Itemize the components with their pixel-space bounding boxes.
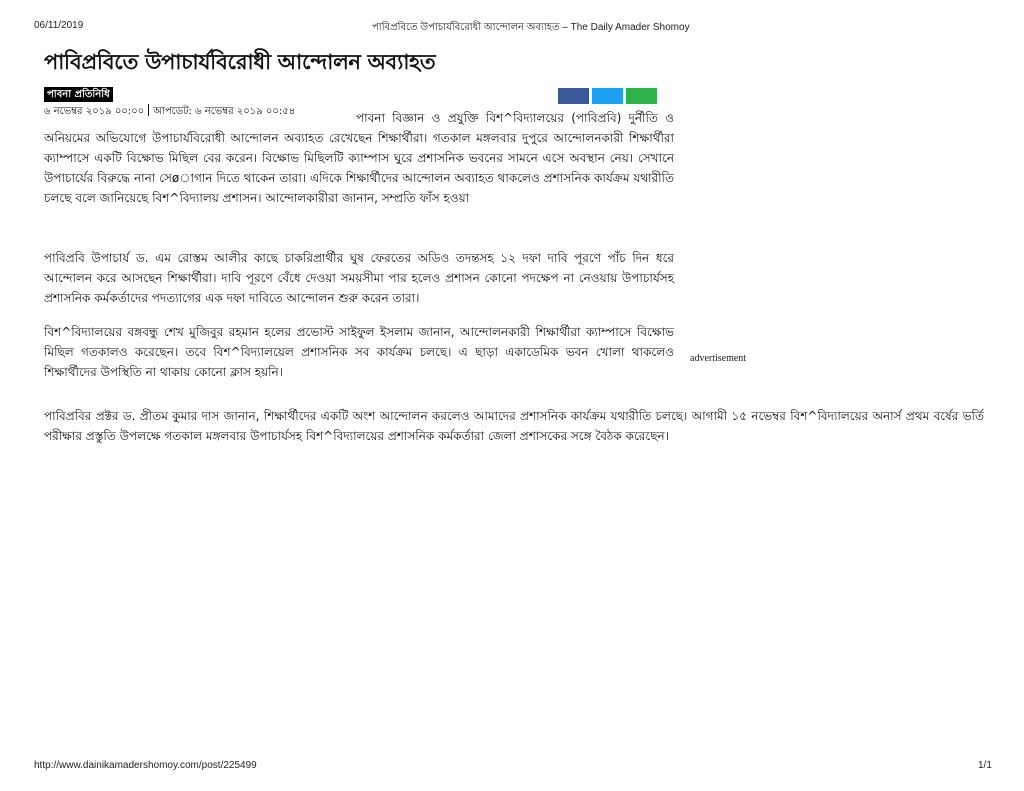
article-paragraph: পাবিপ্রবির প্রক্টর ড. প্রীতম কুমার দাস জানান, শিক্ষার্থীদের একটি অংশ আন্দোলন করলেও আমাদের প্রশাসনিক কার্যক্রম যথারীতি চলছে। আগামী ১৫ নভেম্বর বিশ^বিদ্যালয়ের অনার্স প্রথম বর্ষের ভর্তি পরীক্ষার প্রস্তুতি উপলক্ষে গতকাল মঙ্গলবার উপাচার্যসহ বিশ^বিদ্যালয়ের প্রশাসনিক কর্মকর্তারা জেলা প্রশাসকের সঙ্গে বৈঠক করেছেন। bbox=[44, 409, 984, 443]
print-date: 06/11/2019 bbox=[34, 20, 84, 31]
article-headline: পাবিপ্রবিতে উপাচার্যবিরোধী আন্দোলন অব্যাহত bbox=[44, 50, 436, 74]
twitter-share-icon[interactable] bbox=[592, 88, 623, 104]
print-page-title: পাবিপ্রবিতে উপাচার্যবিরোধী আন্দোলন অব্যাহত – The Daily Amader Shomoy bbox=[372, 22, 690, 33]
page-number: 1/1 bbox=[978, 760, 992, 771]
article-paragraph: বিশ^বিদ্যালয়ের বঙ্গবন্ধু শেখ মুজিবুর রহমান হলের প্রভোস্ট সাইফুল ইসলাম জানান, আন্দোলনকারী শিক্ষার্থীরা ক্যাম্পাসে বিক্ষোভ মিছিল গতকালও করেছেন। তবে বিশ^বিদ্যালয়েল প্রশাসনিক সব কার্যক্রম চলছে। এ ছাড়া একাডেমিক ভবন খোলা থাকলেও শিক্ষার্থীদের উপস্থিতি না থাকায় কোনো ক্লাস হয়নি। bbox=[44, 325, 674, 379]
facebook-share-icon[interactable] bbox=[558, 88, 589, 104]
advertisement-label: advertisement bbox=[690, 353, 747, 364]
print-url: http://www.dainikamadershomoy.com/post/225499 bbox=[34, 760, 257, 771]
published-date: ৬ নভেম্বর ২০১৯ ০০:০০ bbox=[44, 106, 145, 117]
updated-date: আপডেট: ৬ নভেম্বর ২০১৯ ০০:৫৪ bbox=[153, 106, 296, 117]
article-paragraph: পাবনা বিজ্ঞান ও প্রযুক্তি বিশ^বিদ্যালয়ের (পাবিপ্রবি) দুর্নীতি ও অনিয়মের অভিযোগে উপাচার্যবিরোধী আন্দোলন অব্যাহত রেখেছেন শিক্ষার্থীরা। গতকাল মঙ্গলবার দুপুরে আন্দোলনকারী শিক্ষার্থীরা ক্যাম্পাসে একটি বিক্ষোভ মিছিল বের করেন। বিক্ষোভ মিছিলটি ক্যাম্পাস ঘুরে প্রশাসনিক ভবনের সামনে এসে অবস্থান নেয়। সেখানে উপাচার্যের বিরুদ্ধে নানা সেøাগান দিতে থাকেন তারা। এদিকে শিক্ষার্থীদের আন্দোলন অব্যাহত থাকলেও প্রশাসনিক কার্যক্রম যথারীতি চলছে বলে জানিয়েছে বিশ^বিদ্যালয় প্রশাসন। আন্দোলকারীরা জানান, সম্প্রতি ফাঁস হওয়া bbox=[44, 111, 674, 205]
byline-badge: পাবনা প্রতিনিধি bbox=[44, 87, 113, 102]
article-paragraph: পাবিপ্রবি উপাচার্য ড. এম রোস্তম আলীর কাছে চাকরিপ্রার্থীর ঘুষ ফেরতের অডিও তদন্তসহ ১২ দফা দাবি পূরণে পাঁচ দিন ধরে আন্দোলন করে আসছেন শিক্ষার্থীরা। দাবি পূরণে বেঁধে দেওয়া সময়সীমা পার হলেও প্রশাসন কোনো পদক্ষেপ না নেওয়ায় উপাচার্যসহ প্রশাসনিক কর্মকর্তাদের পদত্যাগের এক দফা দাবিতে আন্দোলন শুরু করেন তারা। bbox=[44, 251, 674, 305]
whatsapp-share-icon[interactable] bbox=[626, 88, 657, 104]
